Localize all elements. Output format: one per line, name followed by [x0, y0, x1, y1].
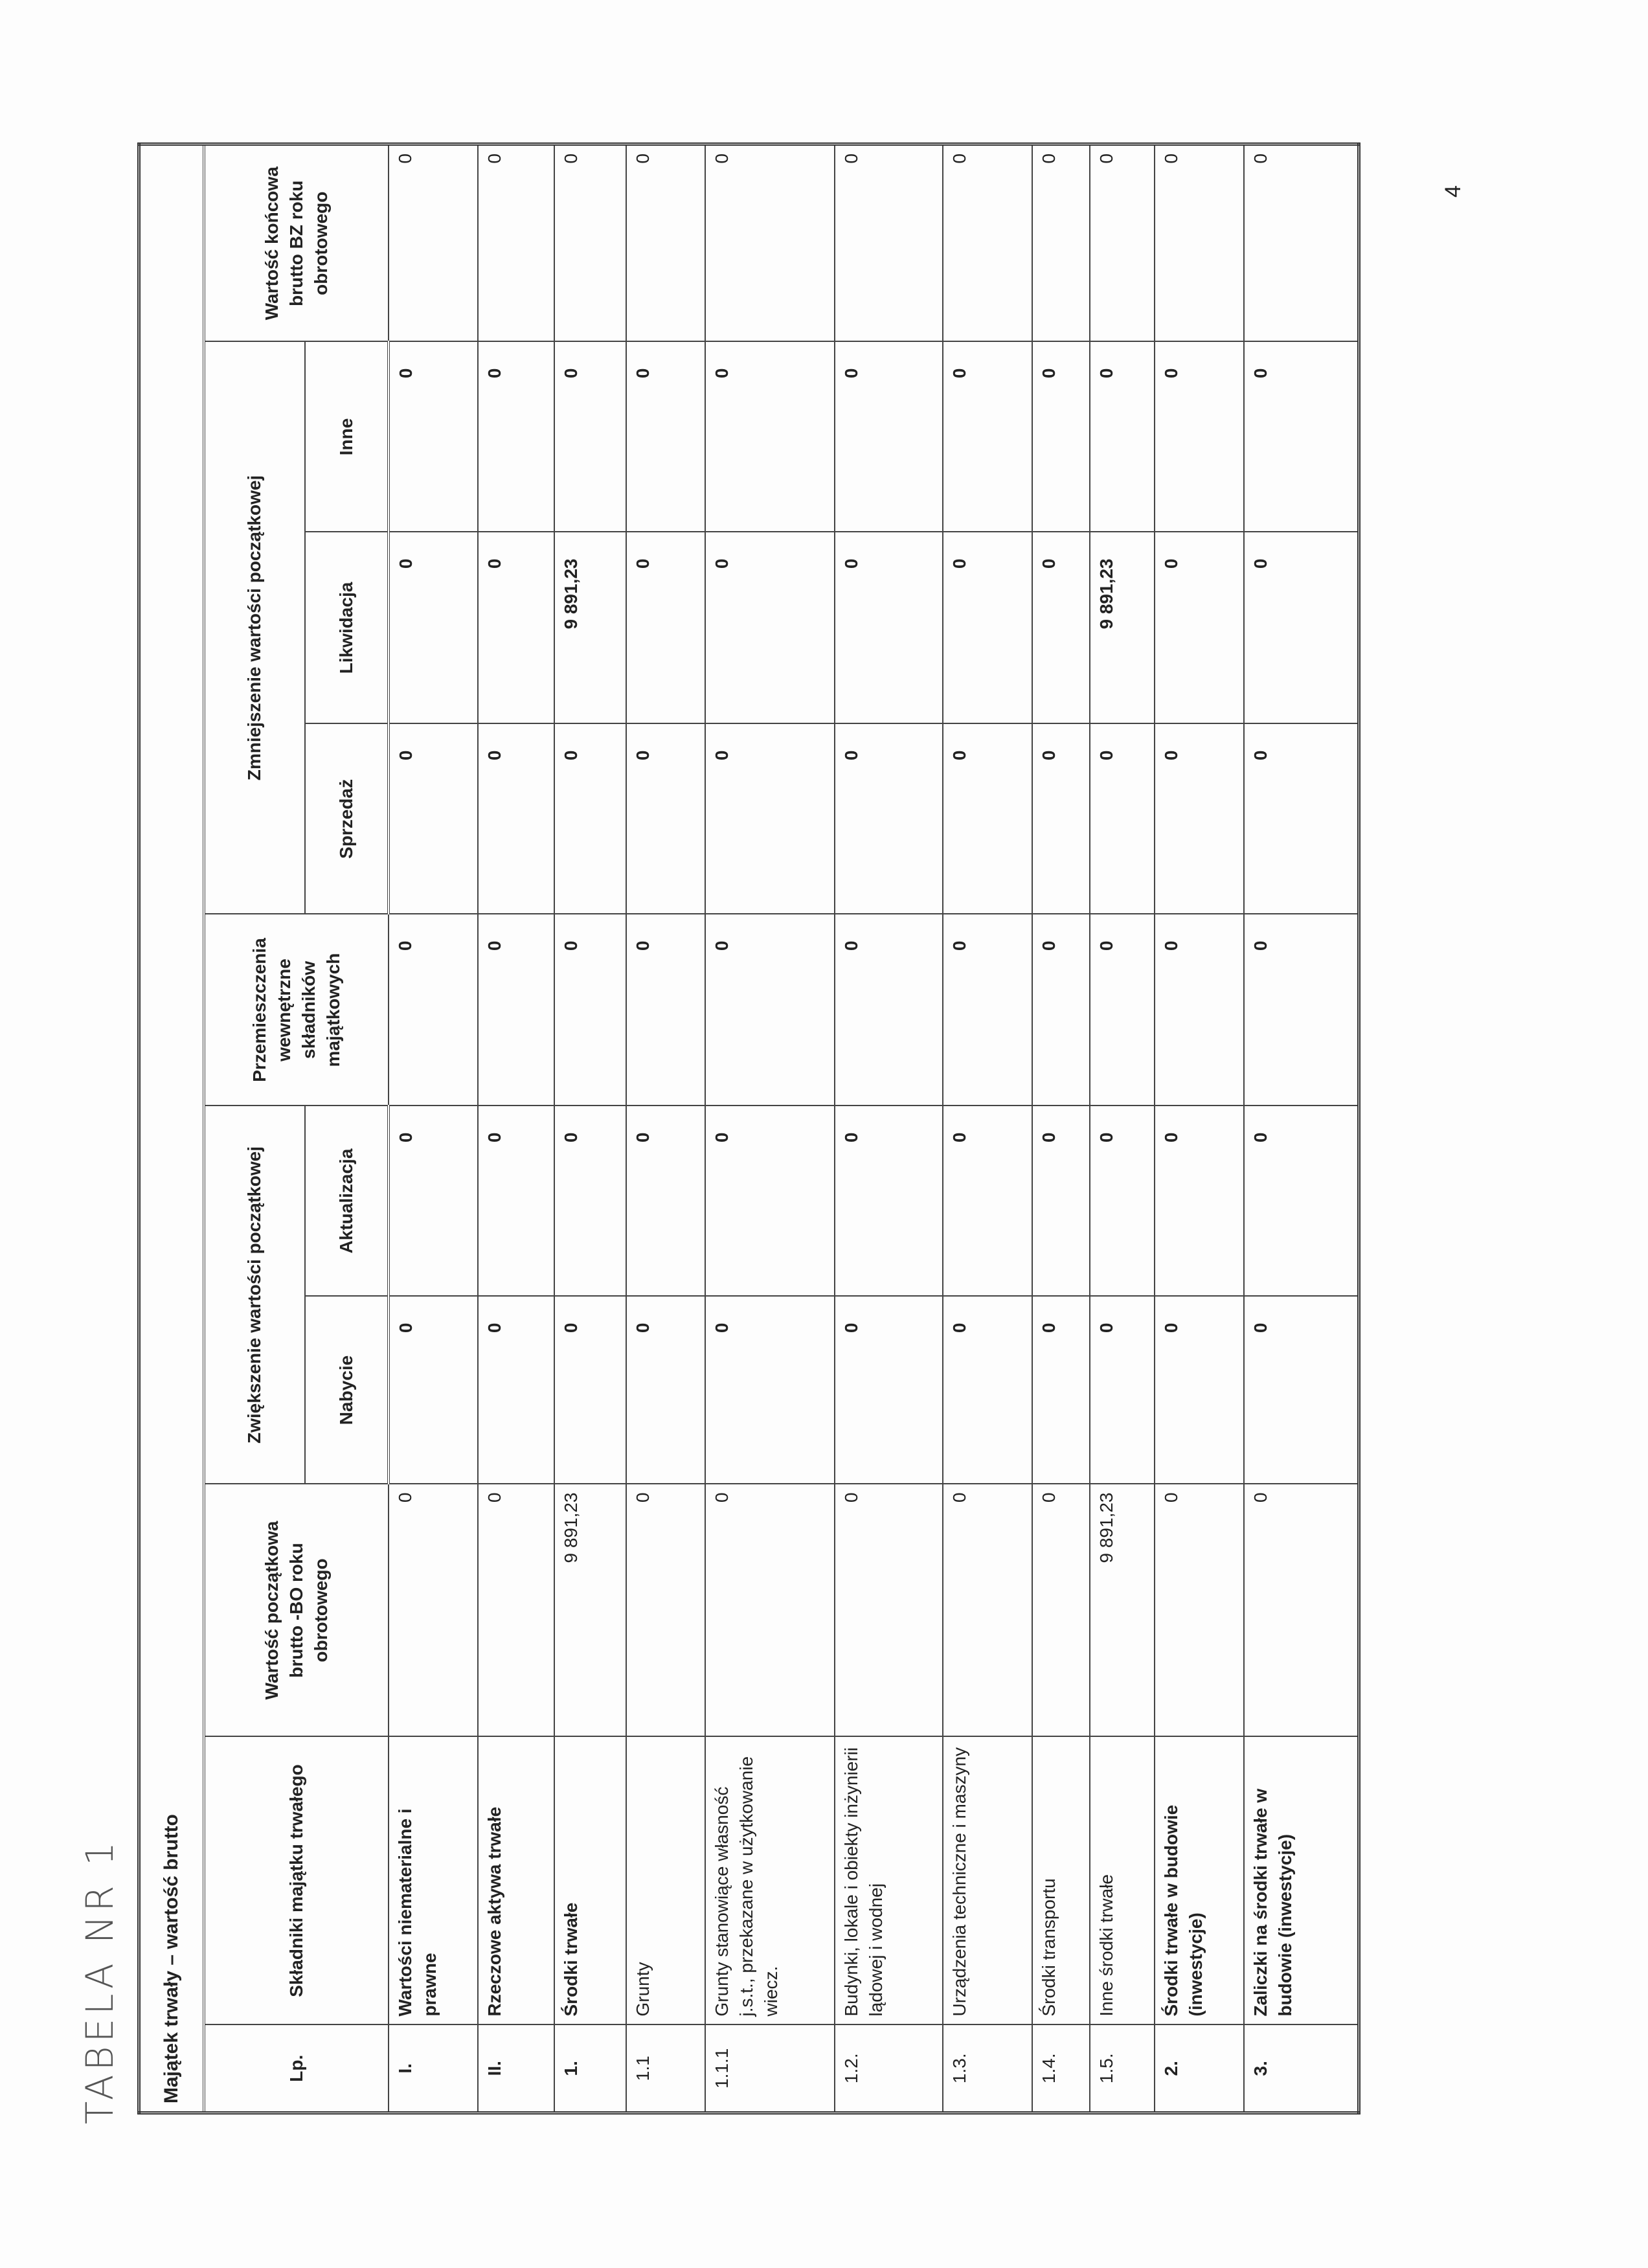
header-increase: Zwiększenie wartości początkowej — [204, 1106, 305, 1484]
row-item-name: Zaliczki na środki trwałe w budowie (inwestycje) — [1244, 1737, 1359, 2025]
row-lp: 1.1.1 — [705, 2025, 835, 2113]
cell-revaluation: 0 — [1244, 1106, 1359, 1297]
cell-acquisition: 0 — [1155, 1297, 1244, 1484]
row-item-name: Środki transportu — [1032, 1737, 1090, 2025]
cell-revaluation: 0 — [1090, 1106, 1155, 1297]
cell-other: 0 — [478, 342, 554, 532]
header-lp: Lp. — [204, 2025, 389, 2113]
cell-sale: 0 — [705, 724, 835, 914]
row-lp: 1.2. — [835, 2025, 943, 2113]
cell-revaluation: 0 — [1032, 1106, 1090, 1297]
table-row — [1244, 144, 1359, 2113]
cell-revaluation: 0 — [478, 1106, 554, 1297]
row-lp: 1.3. — [943, 2025, 1032, 2113]
header-acquisition: Nabycie — [305, 1297, 389, 1484]
cell-revaluation: 0 — [389, 1106, 478, 1297]
cell-sale: 0 — [835, 724, 943, 914]
cell-other: 0 — [1155, 342, 1244, 532]
header-items: Składniki majątku trwałego — [204, 1737, 389, 2025]
cell-acquisition: 0 — [389, 1297, 478, 1484]
cell-internal-transfers: 0 — [389, 914, 478, 1106]
cell-acquisition: 0 — [626, 1297, 705, 1484]
cell-liquidation: 0 — [943, 532, 1032, 724]
row-item-name: Urządzenia techniczne i maszyny — [943, 1737, 1032, 2025]
cell-sale: 0 — [943, 724, 1032, 914]
cell-opening-value: 0 — [1244, 1484, 1359, 1737]
header-revaluation: Aktualizacja — [305, 1106, 389, 1297]
table-row — [554, 144, 626, 2113]
row-lp: I. — [389, 2025, 478, 2113]
table-row — [1032, 144, 1090, 2113]
table-row — [705, 144, 835, 2113]
cell-acquisition: 0 — [835, 1297, 943, 1484]
cell-liquidation: 0 — [1032, 532, 1090, 724]
cell-internal-transfers: 0 — [626, 914, 705, 1106]
page-number: 4 — [1441, 185, 1465, 198]
cell-closing-value: 0 — [554, 144, 626, 341]
handwritten-table-label: TABELA NR 1 — [78, 1837, 122, 2124]
cell-internal-transfers: 0 — [835, 914, 943, 1106]
header-sale: Sprzedaż — [305, 724, 389, 914]
table-row — [626, 144, 705, 2113]
cell-liquidation: 0 — [1155, 532, 1244, 724]
table-row — [478, 144, 554, 2113]
cell-closing-value: 0 — [1032, 144, 1090, 341]
cell-other: 0 — [554, 342, 626, 532]
cell-liquidation: 9 891,23 — [554, 532, 626, 724]
cell-liquidation: 9 891,23 — [1090, 532, 1155, 724]
cell-revaluation: 0 — [705, 1106, 835, 1297]
fixed-assets-gross-value-table — [137, 142, 1360, 2115]
cell-acquisition: 0 — [705, 1297, 835, 1484]
cell-sale: 0 — [554, 724, 626, 914]
row-lp: 1. — [554, 2025, 626, 2113]
table-title: Majątek trwały – wartość brutto — [139, 144, 204, 2113]
cell-other: 0 — [1090, 342, 1155, 532]
cell-other: 0 — [626, 342, 705, 532]
cell-sale: 0 — [1090, 724, 1155, 914]
cell-closing-value: 0 — [389, 144, 478, 341]
row-lp: 2. — [1155, 2025, 1244, 2113]
cell-internal-transfers: 0 — [1244, 914, 1359, 1106]
cell-opening-value: 0 — [943, 1484, 1032, 1737]
cell-other: 0 — [389, 342, 478, 532]
cell-other: 0 — [835, 342, 943, 532]
cell-other: 0 — [1032, 342, 1090, 532]
cell-opening-value: 0 — [705, 1484, 835, 1737]
row-item-name: Środki trwałe w budowie (inwestycje) — [1155, 1737, 1244, 2025]
cell-opening-value: 9 891,23 — [554, 1484, 626, 1737]
row-lp: II. — [478, 2025, 554, 2113]
row-item-name: Rzeczowe aktywa trwałe — [478, 1737, 554, 2025]
cell-revaluation: 0 — [943, 1106, 1032, 1297]
row-lp: 1.5. — [1090, 2025, 1155, 2113]
cell-internal-transfers: 0 — [554, 914, 626, 1106]
cell-other: 0 — [1244, 342, 1359, 532]
cell-opening-value: 0 — [389, 1484, 478, 1737]
row-item-name: Wartości niematerialne i prawne — [389, 1737, 478, 2025]
header-other: Inne — [305, 342, 389, 532]
cell-internal-transfers: 0 — [1155, 914, 1244, 1106]
cell-liquidation: 0 — [478, 532, 554, 724]
cell-opening-value: 0 — [1032, 1484, 1090, 1737]
cell-opening-value: 0 — [626, 1484, 705, 1737]
cell-sale: 0 — [389, 724, 478, 914]
cell-liquidation: 0 — [835, 532, 943, 724]
row-item-name: Środki trwałe — [554, 1737, 626, 2025]
cell-closing-value: 0 — [1090, 144, 1155, 341]
cell-closing-value: 0 — [626, 144, 705, 341]
cell-other: 0 — [943, 342, 1032, 532]
cell-revaluation: 0 — [835, 1106, 943, 1297]
cell-acquisition: 0 — [478, 1297, 554, 1484]
row-item-name: Grunty — [626, 1737, 705, 2025]
row-lp: 1.1 — [626, 2025, 705, 2113]
table-body — [389, 144, 1359, 2113]
cell-opening-value: 0 — [835, 1484, 943, 1737]
row-lp: 1.4. — [1032, 2025, 1090, 2113]
cell-closing-value: 0 — [943, 144, 1032, 341]
table-row — [1090, 144, 1155, 2113]
header-liquidation: Likwidacja — [305, 532, 389, 724]
header-closing-value: Wartość końcowa brutto BZ roku obrotowego — [204, 144, 389, 341]
cell-revaluation: 0 — [626, 1106, 705, 1297]
table-row — [943, 144, 1032, 2113]
cell-liquidation: 0 — [705, 532, 835, 724]
cell-sale: 0 — [1244, 724, 1359, 914]
table-row — [1155, 144, 1244, 2113]
cell-acquisition: 0 — [554, 1297, 626, 1484]
cell-liquidation: 0 — [389, 532, 478, 724]
cell-liquidation: 0 — [1244, 532, 1359, 724]
cell-revaluation: 0 — [554, 1106, 626, 1297]
cell-liquidation: 0 — [626, 532, 705, 724]
cell-closing-value: 0 — [1155, 144, 1244, 341]
cell-sale: 0 — [478, 724, 554, 914]
header-decrease: Zmniejszenie wartości początkowej — [204, 342, 305, 914]
table-row — [835, 144, 943, 2113]
cell-internal-transfers: 0 — [705, 914, 835, 1106]
header-opening-value: Wartość początkowa brutto -BO roku obrotowego — [204, 1484, 389, 1737]
cell-opening-value: 0 — [478, 1484, 554, 1737]
row-item-name: Budynki, lokale i obiekty inżynierii lądowej i wodnej — [835, 1737, 943, 2025]
cell-internal-transfers: 0 — [943, 914, 1032, 1106]
row-lp: 3. — [1244, 2025, 1359, 2113]
fixed-assets-table-container — [137, 146, 1359, 2115]
cell-acquisition: 0 — [1244, 1297, 1359, 1484]
cell-other: 0 — [705, 342, 835, 532]
cell-internal-transfers: 0 — [478, 914, 554, 1106]
cell-internal-transfers: 0 — [1090, 914, 1155, 1106]
cell-closing-value: 0 — [835, 144, 943, 341]
row-item-name: Inne środki trwałe — [1090, 1737, 1155, 2025]
cell-acquisition: 0 — [1032, 1297, 1090, 1484]
cell-internal-transfers: 0 — [1032, 914, 1090, 1106]
cell-closing-value: 0 — [478, 144, 554, 341]
cell-acquisition: 0 — [943, 1297, 1032, 1484]
cell-opening-value: 0 — [1155, 1484, 1244, 1737]
row-item-name: Grunty stanowiące własność j.s.t., przekazane w użytkowanie wiecz. — [705, 1737, 835, 2025]
cell-closing-value: 0 — [705, 144, 835, 341]
table-row — [389, 144, 478, 2113]
cell-sale: 0 — [1032, 724, 1090, 914]
cell-revaluation: 0 — [1155, 1106, 1244, 1297]
cell-closing-value: 0 — [1244, 144, 1359, 341]
cell-sale: 0 — [1155, 724, 1244, 914]
cell-opening-value: 9 891,23 — [1090, 1484, 1155, 1737]
cell-acquisition: 0 — [1090, 1297, 1155, 1484]
cell-sale: 0 — [626, 724, 705, 914]
header-internal-transfers: Przemieszczenia wewnętrzne składników majątkowych — [204, 914, 389, 1106]
